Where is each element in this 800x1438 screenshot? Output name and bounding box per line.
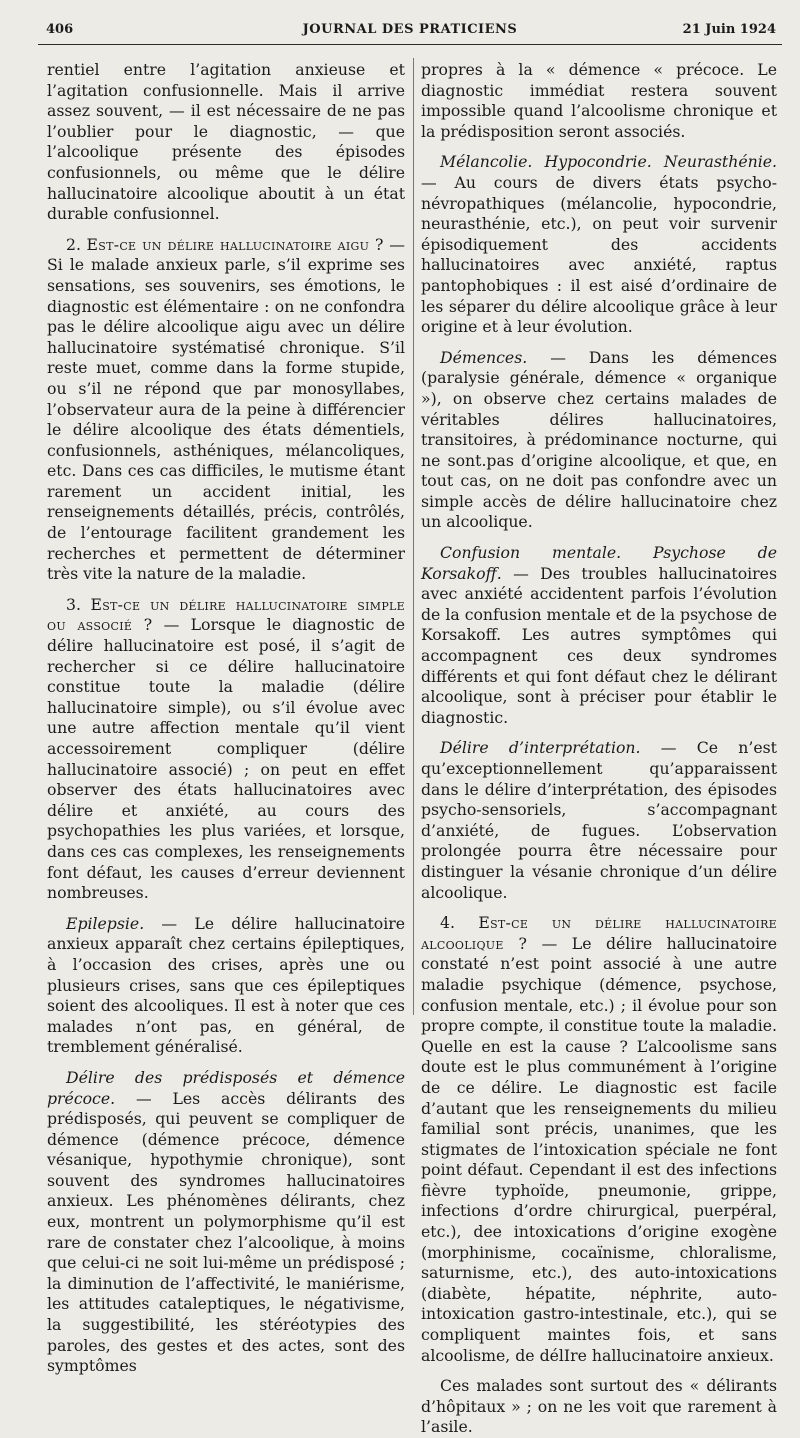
- paragraph: Ces malades sont surtout des « délirants d’hôpitaux » ; on ne les voit que rarement à l’asile.: [421, 1376, 777, 1437]
- subsection-epilepsie: [47, 914, 405, 1058]
- paragraph: rentiel entre l’agitation anxieuse et l’agitation confusionnelle. Mais il arrive assez souvent, — il est nécessaire de ne pas l’oublier pour le diagnostic, — que l’alcoolique présente des épisodes confusionnels, ou même que le délire hallucinatoire alcoolique aboutit à un état durable confusionnel.: [47, 60, 405, 224]
- subsection-heading: Démences.: [440, 347, 528, 367]
- column-divider: [413, 58, 414, 1015]
- subsection-heading: Mélancolie. Hypocondrie. Neurasthénie.: [440, 152, 777, 172]
- subsection-text: — Le délire hallucinatoire anxieux apparaît chez certains épileptiques, à l’occasion des crises, après une ou plusieurs crises, sans que ces épileptiques soient des alcooliques. Il est à noter que ces malades n’ont pas, en général, de tremblement généralisé.: [47, 913, 405, 1057]
- subsection-text: — Ce n’est qu’exceptionnellement qu’apparaissent dans le délire d’interprétation, des épisodes psycho-sensoriels, s’accompagnant d’anxiété, de fugues. L’observation prolongée pourra être nécessaire pour distinguer la vésanie chronique d’un délire alcoolique.: [421, 738, 777, 902]
- subsection-demences: [421, 348, 777, 533]
- section-heading: Est-ce un délire hallucinatoire aigu ?: [86, 234, 384, 254]
- section-number: 2.: [66, 234, 87, 254]
- subsection-heading: Confusion mentale. Psychose de Korsakoff.: [421, 543, 777, 583]
- right-column: [421, 60, 777, 1437]
- section-text: — Lorsque le diagnostic de délire hallucinatoire est posé, il s’agit de rechercher si ce délire hallucinatoire constitue toute la maladie (délire hallucinatoire simple), ou s’il évolue avec une autre affection mentale qu’il vient accessoirement compliquer (délire hallucinatoire associé) ; on peut en effet observer des états hallucinatoires avec délire et anxiété, au cours des psychopathies les plus variées, et lorsque, dans ces cas complexes, les renseignements font défaut, les causes d’erreur deviennent nombreuses.: [47, 615, 406, 903]
- issue-date: 21 Juin 1924: [682, 22, 776, 37]
- section-text: — Si le malade anxieux parle, s’il exprime ses sensations, ses souvenirs, ses émotions, le diagnostic est élémentaire : on ne confondra pas le délire alcoolique aigu avec un délire hallucinatoire systématisé chronique. S’il reste muet, comme dans la forme stupide, ou s’il ne répond que par monosyllabes, l’observateur aura de la peine à différencier le délire alcoolique des états démentiels, confusionnels, asthéniques, mélancoliques, etc. Dans ces cas difficiles, le mutisme étant rarement un accident initial, les renseignements détaillés, précis, contrôlés, de l’entourage facilitent grandement les recherches et permettent de déterminer très vite la nature de la maladie.: [47, 234, 405, 584]
- subsection-predisposes: [47, 1068, 405, 1377]
- subsection-heading: Délire des prédisposés et démence précoce.: [47, 1067, 405, 1108]
- section-text: — Le délire hallucinatoire constaté n’est point associé à une autre maladie psychique (démence, psychose, confusion mentale, etc.) ; il évolue pour son propre compte, il constitue toute la maladie. Quelle en est la cause ? L’alcoolisme sans doute est le plus communément à l’origine de ce délire. Le diagnostic est facile d’autant que les renseignements du milieu familial sont précis, unanimes, que les stigmates de l’intoxication spéciale ne font point défaut. Cependant il est des infections fièvre typhoïde, pneumonie, grippe, infections d’ordre chirurgical, puerpéral, etc.), dee intoxications d’origine exogène (morphinisme, cocaïnisme, chloralisme, saturnisme, etc.), des auto-intoxications (diabète, hépatite, néphrite, auto-intoxication gastro-intestinale, etc.), qui se compliquent maintes fois, et sans alcoolisme, de délIre hallucinatoire anxieux.: [421, 933, 777, 1365]
- page-number: 406: [46, 22, 74, 37]
- section-heading: Est-ce un délire hallucinatoire alcoolique ?: [421, 913, 777, 953]
- left-column: [47, 60, 406, 1376]
- subsection-text: — Dans les démences (paralysie générale, démence « organique »), on observe chez certains malades de véritables délires hallucinatoires, transitoires, à prédominance nocturne, qui ne sont.pas d’origine alcoolique, et que, en tout cas, on ne doit pas confondre avec un simple accès de délire hallucinatoire chez un alcoolique.: [421, 347, 777, 532]
- paragraph: propres à la « démence « précoce. Le diagnostic immédiat restera souvent impossible quand l’alcoolisme chronique et la prédisposition seront associés.: [421, 60, 777, 141]
- journal-title: JOURNAL DES PRATICIENS: [302, 22, 518, 37]
- subsection-text: — Des troubles hallucinatoires avec anxiété accidentent parfois l’évolution de la confusion mentale et de la psychose de Korsakoff. Les autres symptômes qui accompagnent ces deux syndromes différents et qui font défaut chez le délirant alcoolique, sont à préciser pour établir le diagnostic.: [421, 563, 777, 727]
- subsection-text: — Les accès délirants des prédisposés, qui peuvent se compliquer de démence (démence précoce, démence vésanique, hypothymie chronique), sont souvent des syndromes hallucinatoires anxieux. Les phénomènes délirants, chez eux, montrent un polymorphisme qu’il est rare de constater chez l’alcoolique, à moins que celui-ci ne soit lui-même un prédisposé ; la diminution de l’affectivité, le maniérisme, les attitudes cataleptiques, le négativisme, la suggestibilité, les stéréotypies des paroles, des gestes et des actes, sont des symptômes: [47, 1088, 405, 1376]
- subsection-text: — Au cours de divers états psycho-névropathiques (mélancolie, hypocondrie, neurasthénie, etc.), on peut voir survenir épisodiquement des accidents hallucinatoires avec anxiété, raptus pantophobiques : il est aisé d’ordinaire de les séparer du délire alcoolique grâce à leur origine et à leur évolution.: [421, 172, 777, 337]
- subsection-melancolie: [421, 152, 777, 337]
- section-heading: Est-ce un délire hallucinatoire simple ou associé ?: [47, 594, 405, 635]
- page-header: [38, 20, 782, 45]
- section-4: [421, 913, 777, 1366]
- section-number: 4.: [440, 913, 479, 933]
- subsection-heading: Epilepsie.: [66, 913, 145, 933]
- section-2: [47, 235, 405, 585]
- subsection-heading: Délire d’interprétation.: [440, 738, 641, 758]
- subsection-confusion: [421, 543, 777, 728]
- section-number: 3.: [66, 594, 91, 614]
- section-3: [47, 595, 405, 904]
- subsection-interpretation: [421, 738, 777, 903]
